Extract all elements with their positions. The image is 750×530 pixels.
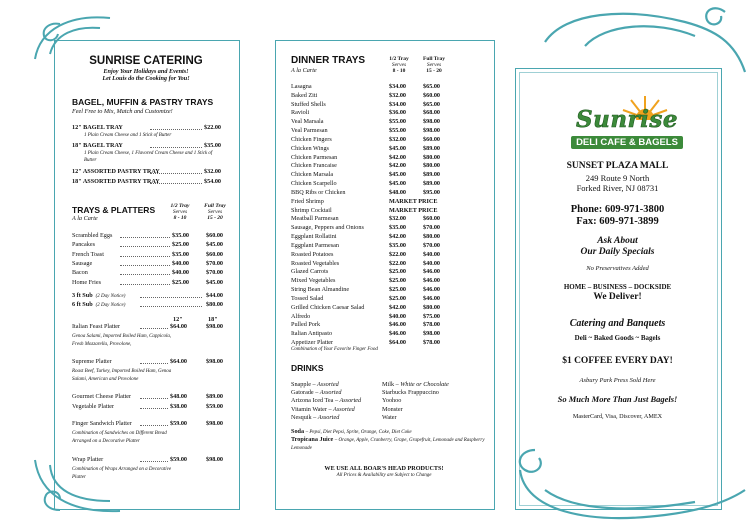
- drink-item: [291, 406, 355, 414]
- soda-label: Soda: [291, 428, 305, 435]
- payment-cards: MasterCard, Visa, Discover, AMEX: [572, 413, 663, 420]
- dinner-item-full-price: $65.00: [423, 100, 441, 108]
- dotted-leader: [120, 265, 170, 266]
- bagel-item-name: 12" BAGEL TRAY: [72, 124, 123, 131]
- drink-name: Snapple: [291, 381, 311, 388]
- drink-note: Assorted: [319, 389, 342, 397]
- catering-tagline-2: Let Louis do the Cooking for You!: [102, 75, 190, 82]
- sub-item-price: $80.00: [206, 301, 224, 308]
- sub-item-note: (2 Day Notice): [95, 303, 126, 308]
- dinner-item-half-price: $34.00: [389, 83, 407, 90]
- dinner-item-name: Chicken Marsala: [291, 171, 334, 179]
- dinner-item-full-price: $98.00: [423, 127, 441, 135]
- dotted-leader: [150, 129, 202, 130]
- dinner-item-half-price: $42.00: [389, 303, 407, 311]
- tray-item-half-price: $35.00: [172, 232, 190, 239]
- mall-name: SUNSET PLAZA MALL: [566, 161, 669, 171]
- bagel-section-title: BAGEL, MUFFIN & PASTRY TRAYS: [72, 97, 214, 107]
- ask-about: Ask About: [597, 236, 638, 246]
- bagel-item-note: 1 Plain Cream Cheese and 1 Stick of Butter: [84, 133, 172, 138]
- drink-name: Starbucks Frappuccino: [382, 389, 439, 397]
- drink-item: [291, 397, 361, 405]
- drink-name: Vitamin Water: [291, 405, 327, 413]
- platter-18-header: 18": [208, 316, 218, 323]
- bagel-item-price: $32.00: [204, 168, 222, 175]
- drink-note: Assorted: [317, 413, 340, 421]
- dinner-item-name: Stuffed Shells: [291, 100, 326, 108]
- dinner-full-label: Full Tray: [423, 56, 445, 62]
- full-tray-header: [198, 203, 232, 221]
- dinner-item-half-price: $22.00: [389, 259, 407, 267]
- tropicana-text: Orange, Apple, Cranberry, Grape, Grapefruit, Lemonade and Raspberry Lemonade: [291, 438, 485, 451]
- dinner-item-full-price: $89.00: [423, 144, 441, 152]
- platter-note: Genoa Salami, Imported Boiled Ham, Cappicola, Fresh Mozzarella, Provolone,: [72, 334, 172, 347]
- platter-note: Combination of Wraps Arranged on a Decorative Platter: [72, 467, 172, 480]
- dinner-item-name: Chicken Fingers: [291, 135, 332, 143]
- dinner-item-name: Italian Antipasto: [291, 330, 333, 338]
- sub-item-name: 6 ft Sub: [72, 301, 93, 308]
- bagel-item-name: 18" BAGEL TRAY: [72, 142, 123, 149]
- drink-name: Milk: [382, 381, 395, 388]
- platter-12-price: $59.00: [170, 420, 188, 427]
- sub-item-note: (2 Day Notice): [95, 294, 126, 299]
- tray-item-half-price: $25.00: [172, 241, 190, 249]
- dinner-item-full-price: $46.00: [423, 294, 441, 302]
- dinner-item-full-price: $80.00: [423, 303, 441, 311]
- tropicana-line: Tropicana Juice – Orange, Apple, Cranberry, Grape, Grapefruit, Lemonade and Raspberry Lemonade: [291, 436, 485, 451]
- full-tray-serves: Serves: [207, 209, 223, 215]
- drink-note: Assorted: [339, 397, 362, 405]
- dinner-item-full-price: $80.00: [423, 162, 441, 170]
- drink-item: [382, 406, 403, 414]
- dinner-item-name: Sausage, Peppers and Onions: [291, 224, 364, 232]
- dinner-item-full-price: $40.00: [423, 259, 441, 267]
- bagel-item-note: 1 Plain Cream Cheese, 1 Flavored Cream Cheese and 1 Stick of Butter: [84, 151, 213, 163]
- dotted-leader: [150, 147, 202, 148]
- dinner-full-count: 15 - 20: [426, 68, 442, 74]
- drink-note-sep: –: [394, 381, 401, 388]
- dotted-leader: [120, 284, 170, 285]
- bagel-item-price: $35.00: [204, 142, 222, 149]
- drink-item: [291, 414, 339, 422]
- dinner-item-name: Glazed Carrots: [291, 268, 329, 276]
- dinner-item-name: Fried Shrimp: [291, 197, 324, 205]
- drink-note: Assorted: [317, 381, 339, 388]
- dinner-half-serves: Serves: [391, 62, 407, 68]
- platter-name: Supreme Platter: [72, 358, 112, 365]
- no-preservatives: No Preservatives Added: [586, 265, 649, 272]
- dinner-item-half-price: $22.00: [389, 250, 407, 258]
- platter-name: Gourmet Cheese Platter: [72, 393, 132, 400]
- dinner-item-half-price: $25.00: [389, 286, 407, 294]
- tray-item-name: Home Fries: [72, 278, 102, 286]
- tray-item-name: Bacon: [72, 269, 88, 277]
- coffee-deal: $1 COFFEE EVERY DAY!: [562, 356, 673, 366]
- dotted-leader: [140, 408, 168, 409]
- sub-item-price: $44.00: [206, 292, 224, 299]
- dinner-item-half-price: $46.00: [389, 321, 407, 329]
- sub-item: [72, 301, 125, 310]
- drink-item: [382, 397, 401, 405]
- dinner-item-name: Veal Parmesan: [291, 127, 328, 135]
- dinner-item-name: Chicken Scarpello: [291, 180, 337, 188]
- dinner-item-name: Chicken Parmesan: [291, 153, 338, 161]
- dinner-item-name: BBQ Ribs or Chicken: [291, 188, 346, 196]
- logo-subtitle: DELI CAFE & BAGELS: [571, 136, 683, 149]
- dinner-item-half-price: $46.00: [389, 330, 407, 338]
- dinner-item-name: Chicken Francaise: [291, 162, 337, 170]
- delivery-areas: HOME – BUSINESS – DOCKSIDE: [563, 283, 672, 291]
- dinner-item-full-price: $98.00: [423, 330, 441, 338]
- platter-note: Roast Beef, Turkey, Imported Boiled Ham, Genoa Salami, American and Provolone: [72, 369, 172, 382]
- dinner-item-half-price: $25.00: [389, 294, 407, 302]
- dinner-item-name: Roasted Vegetables: [291, 259, 340, 267]
- soda-text: Pepsi, Diet Pepsi, Sprite, Orange, Coke, Diet Coke: [309, 430, 412, 435]
- dinner-item-half-price: $34.00: [389, 100, 407, 108]
- dinner-item-half-price: $32.00: [389, 91, 407, 99]
- dinner-item-full-price: $98.00: [423, 118, 441, 126]
- dinner-item-full-price: $46.00: [423, 277, 441, 285]
- full-tray-label: Full Tray: [204, 203, 226, 209]
- dinner-item-full-price: $40.00: [423, 250, 441, 258]
- appetizer-note: Combination of Your Favorite Finger Food: [291, 347, 378, 352]
- platter-18-price: $89.00: [206, 393, 224, 400]
- dotted-leader: [140, 425, 168, 426]
- dinner-item-half-price: $25.00: [389, 277, 407, 285]
- address-line-2: Forked River, NJ 08731: [576, 183, 659, 193]
- dinner-item-name: Veal Marsala: [291, 118, 324, 126]
- drink-name: Arizona Iced Tea: [291, 397, 334, 405]
- tray-item-half-price: $35.00: [172, 250, 190, 258]
- bagel-section-subtitle: Feel Free to Mix, Match and Customize!: [72, 108, 173, 115]
- dinner-item-full-price: $80.00: [423, 153, 441, 161]
- daily-specials: Our Daily Specials: [580, 247, 655, 257]
- platter-name: Finger Sandwich Platter: [72, 420, 132, 427]
- drink-item: [382, 381, 449, 389]
- dotted-leader: [120, 246, 170, 247]
- much-more: So Much More Than Just Bagels!: [557, 394, 678, 404]
- drink-note-sep: –: [313, 389, 320, 397]
- dotted-leader: [140, 461, 168, 462]
- we-deliver: We Deliver!: [593, 292, 642, 302]
- dinner-item-half-price: $45.00: [389, 144, 407, 152]
- half-tray-count: 8 - 10: [173, 215, 187, 221]
- platter-18-price: $98.00: [206, 358, 224, 365]
- bagel-item-price: $22.00: [204, 124, 222, 131]
- tropicana-label: Tropicana Juice: [291, 436, 334, 443]
- dotted-leader: [140, 306, 202, 307]
- platter-12-price: $64.00: [170, 323, 188, 330]
- platter-name: Vegetable Platter: [72, 403, 115, 410]
- address-line-1: 249 Route 9 North: [585, 173, 650, 183]
- dinner-item-half-price: $42.00: [389, 233, 407, 241]
- dinner-item-half-price: $55.00: [389, 127, 407, 135]
- dotted-leader: [120, 237, 170, 238]
- dinner-item-half-price: $40.00: [389, 312, 407, 320]
- drink-name: Water: [382, 413, 397, 421]
- dotted-leader: [140, 363, 168, 364]
- dinner-item-full-price: $78.00: [423, 339, 441, 347]
- platter-name: Wrap Platter: [72, 456, 104, 463]
- dinner-item-name: Lasagna: [291, 83, 312, 90]
- drink-item: [291, 389, 341, 397]
- dinner-item-name: Alfredo: [291, 312, 311, 320]
- dinner-item-half-price: $45.00: [389, 171, 407, 179]
- price-disclaimer: All Prices & Availability are Subject to Change: [336, 473, 432, 478]
- fax-number: Fax: 609-971-3899: [576, 216, 659, 227]
- bagel-item-name: 18" ASSORTED PASTRY TRAY: [72, 178, 160, 185]
- dinner-half-label: 1/2 Tray: [389, 56, 409, 62]
- dinner-subtitle: A la Carte: [291, 67, 317, 74]
- platter-18-price: $98.00: [206, 456, 224, 463]
- dinner-item-half-price: $64.00: [389, 339, 407, 347]
- platter-18-price: $98.00: [206, 323, 224, 330]
- dinner-item-full-price: $65.00: [423, 83, 441, 90]
- full-tray-count: 15 - 20: [207, 215, 223, 221]
- dinner-item-full-price: $46.00: [423, 286, 441, 294]
- swirl-ornament-bottom: [505, 420, 750, 530]
- tray-item-half-price: $40.00: [172, 269, 190, 277]
- dinner-item-half-price: $36.00: [389, 109, 407, 117]
- dinner-item-full-price: $70.00: [423, 241, 441, 249]
- swirl-ornament-top: [535, 2, 750, 82]
- dinner-item-full-price: $60.00: [423, 135, 441, 143]
- tray-item-full-price: $45.00: [206, 278, 224, 286]
- dinner-item-full-price: $60.00: [423, 91, 441, 99]
- dinner-item-half-price: $35.00: [389, 241, 407, 249]
- half-tray-header: [163, 203, 197, 221]
- dinner-item-name: Meatball Parmesan: [291, 215, 339, 223]
- drink-name: Yoohoo: [382, 397, 402, 405]
- tray-item-full-price: $70.00: [206, 269, 224, 277]
- drink-name: Monster: [382, 405, 403, 413]
- dinner-item-full-price: $75.00: [423, 312, 441, 320]
- dinner-item-full-price: $46.00: [423, 268, 441, 276]
- catering-tagline-1: Enjoy Your Holidays and Events!: [103, 68, 189, 75]
- platter-18-price: $98.00: [206, 420, 224, 427]
- dinner-item-name: Ravioli: [291, 109, 310, 117]
- platter-12-price: $64.00: [170, 358, 188, 365]
- drinks-title: DRINKS: [291, 363, 324, 373]
- drink-item: [291, 381, 339, 389]
- tray-item-full-price: $60.00: [206, 232, 224, 239]
- dinner-item-name: Baked Ziti: [291, 91, 318, 99]
- tray-item-full-price: $70.00: [206, 259, 224, 267]
- platter-12-price: $59.00: [170, 456, 188, 463]
- dinner-item-name: Grilled Chicken Caesar Salad: [291, 303, 365, 311]
- dinner-item-full-price: $70.00: [423, 224, 441, 232]
- tray-item-name: Pancakes: [72, 241, 96, 249]
- bagel-item-name: 12" ASSORTED PASTRY TRAY: [72, 168, 160, 175]
- tray-item-full-price: $60.00: [206, 250, 224, 258]
- drink-item: [382, 414, 397, 422]
- tray-item-name: Sausage: [72, 259, 93, 267]
- dinner-half-count: 8 - 10: [392, 68, 406, 74]
- drink-note: Assorted: [333, 405, 355, 413]
- tray-item-half-price: $40.00: [172, 259, 190, 267]
- dinner-item-name: Roasted Potatoes: [291, 250, 334, 258]
- dinner-item-name: Chicken Wings: [291, 144, 329, 152]
- dinner-item-name: String Bean Almandine: [291, 286, 350, 294]
- trays-section-title: TRAYS & PLATTERS: [72, 205, 156, 215]
- dinner-item-half-price: $25.00: [389, 268, 407, 276]
- info-panel: [505, 0, 750, 530]
- catering-title: SUNRISE CATERING: [89, 55, 203, 67]
- logo-word: Sunrise: [576, 106, 678, 133]
- drink-name: Gatorade: [291, 389, 314, 397]
- dinner-item-name: Tossed Salad: [291, 294, 324, 302]
- platter-12-price: $38.00: [170, 403, 188, 410]
- dinner-item-half-price: $35.00: [389, 224, 407, 232]
- dinner-item-name: Appetizer Platter: [291, 339, 334, 347]
- tray-item-half-price: $25.00: [172, 278, 190, 286]
- dotted-leader: [140, 398, 168, 399]
- catering-banquets: Catering and Banquets: [569, 318, 666, 329]
- dinner-item-half-price: $42.00: [389, 153, 407, 161]
- drink-note-sep: –: [326, 405, 334, 413]
- dotted-leader: [120, 274, 170, 275]
- dinner-item-half-price: $32.00: [389, 215, 407, 223]
- sunrise-logo: [557, 92, 697, 154]
- drink-note-sep: –: [333, 397, 340, 405]
- platter-12-price: $48.00: [170, 393, 188, 400]
- dinner-item-name: Shrimp Cocktail: [291, 206, 332, 214]
- asbury-park-press: Asbury Park Press Sold Here: [579, 377, 656, 384]
- half-tray-label: 1/2 Tray: [170, 203, 190, 209]
- dinner-item-half-price: $42.00: [389, 162, 407, 170]
- dinner-full-header: [417, 56, 451, 74]
- dinner-item-full-price: $80.00: [423, 233, 441, 241]
- sub-item-name: 3 ft Sub: [72, 292, 93, 299]
- platter-12-header: 12": [173, 316, 183, 323]
- dinner-item-market-price: MARKET PRICE: [389, 197, 438, 205]
- soda-line: Soda – Pepsi, Diet Pepsi, Sprite, Orange, Coke, Diet Coke: [291, 428, 412, 435]
- bagel-item-price: $54.00: [204, 178, 222, 185]
- dotted-leader: [150, 173, 202, 174]
- dinner-item-half-price: $45.00: [389, 180, 407, 188]
- dinner-title: DINNER TRAYS: [291, 55, 366, 66]
- dotted-leader: [120, 256, 170, 257]
- dinner-item-name: Mixed Vegetables: [291, 277, 336, 285]
- dinner-item-name: Eggplant Rollatini: [291, 233, 337, 241]
- dinner-item-full-price: $89.00: [423, 180, 441, 188]
- platter-name: Italian Feast Platter: [72, 323, 121, 330]
- catering-offerings: Deli ~ Baked Goods ~ Bagels: [574, 334, 661, 342]
- tray-item-name: Scrambled Eggs: [72, 232, 113, 239]
- dinner-item-full-price: $95.00: [423, 188, 441, 196]
- platter-18-price: $59.00: [206, 403, 224, 410]
- tray-item-full-price: $45.00: [206, 241, 224, 249]
- dinner-item-full-price: $78.00: [423, 321, 441, 329]
- drink-note-sep: –: [311, 413, 318, 421]
- dinner-item-full-price: $89.00: [423, 171, 441, 179]
- tray-item-name: French Toast: [72, 250, 104, 258]
- dinner-item-full-price: $68.00: [423, 109, 441, 117]
- half-tray-serves: Serves: [172, 209, 188, 215]
- dinner-item-name: Pulled Pork: [291, 321, 321, 329]
- platter-note: Combination of Sandwiches on Different Bread Arranged on a Decorative Platter: [72, 431, 167, 444]
- dinner-item-market-price: MARKET PRICE: [389, 206, 438, 214]
- phone-number: Phone: 609-971-3800: [570, 204, 665, 215]
- dinner-item-half-price: $48.00: [389, 188, 407, 196]
- dinner-item-half-price: $32.00: [389, 135, 407, 143]
- drink-note: White or Chocolate: [400, 381, 449, 388]
- dotted-leader: [140, 297, 202, 298]
- dotted-leader: [150, 183, 202, 184]
- dotted-leader: [140, 328, 168, 329]
- drink-item: [382, 389, 439, 397]
- dinner-item-half-price: $55.00: [389, 118, 407, 126]
- dinner-item-full-price: $60.00: [423, 215, 441, 223]
- catering-panel: [0, 0, 265, 530]
- drink-name: Nesquik: [291, 413, 312, 421]
- dinner-full-serves: Serves: [426, 62, 442, 68]
- dinner-half-header: [382, 56, 416, 74]
- trays-section-subtitle: A la Carte: [72, 215, 98, 222]
- dinner-item-name: Eggplant Parmesan: [291, 241, 339, 249]
- drink-note-sep: –: [310, 381, 318, 388]
- boars-head-note: WE USE ALL BOAR'S HEAD PRODUCTS!: [324, 465, 444, 472]
- sub-item: [72, 292, 125, 301]
- dinner-panel: [265, 0, 505, 530]
